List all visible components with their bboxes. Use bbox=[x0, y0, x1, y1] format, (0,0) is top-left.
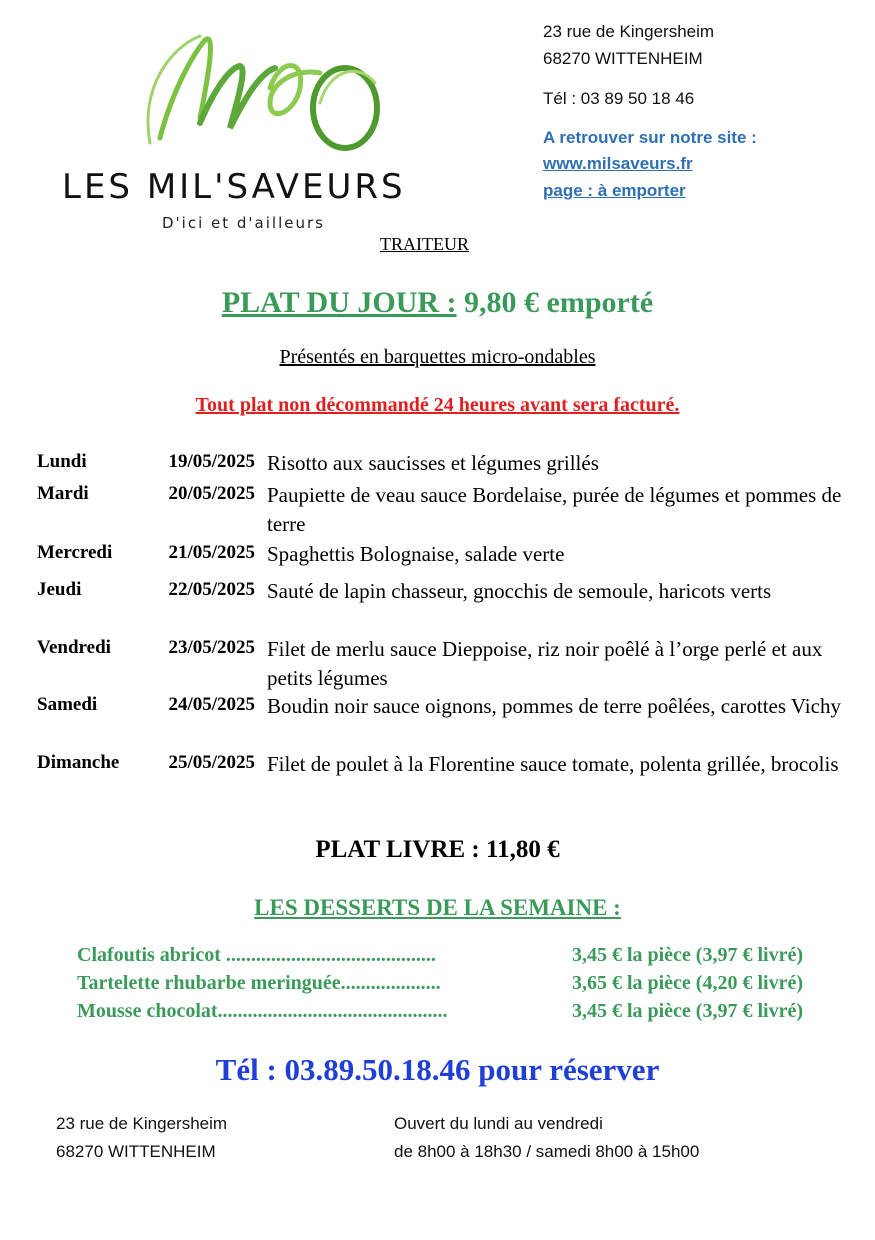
menu-dish: Paupiette de veau sauce Bordelaise, purée de légumes et pommes de terre bbox=[267, 483, 842, 536]
menu-day: Mercredi bbox=[37, 542, 113, 563]
header-site-url-link[interactable]: www.milsaveurs.fr bbox=[543, 154, 693, 173]
menu-date: 24/05/2025 bbox=[168, 694, 255, 715]
dessert-name: Tartelette rhubarbe meringuée.................... bbox=[77, 972, 441, 994]
traiteur-label: TRAITEUR bbox=[380, 234, 469, 254]
menu-date: 19/05/2025 bbox=[168, 451, 255, 472]
menu-day: Dimanche bbox=[37, 752, 120, 773]
menu-dish: Risotto aux saucisses et légumes grillés bbox=[267, 451, 599, 475]
footer-address-line2: 68270 WITTENHEIM bbox=[56, 1142, 216, 1161]
cancellation-warning: Tout plat non décommandé 24 heures avant sera facturé. bbox=[195, 394, 680, 416]
plat-livre-price: PLAT LIVRE : 11,80 € bbox=[315, 836, 560, 863]
menu-date: 22/05/2025 bbox=[168, 579, 255, 600]
header-address-line2: 68270 WITTENHEIM bbox=[543, 49, 703, 68]
plat-du-jour-label: PLAT DU JOUR : bbox=[221, 286, 457, 319]
menu-dish: Filet de poulet à la Florentine sauce tomate, polenta grillée, brocolis bbox=[267, 752, 839, 776]
logo-name: LES MIL'SAVEURS bbox=[62, 167, 406, 207]
reservation-phone: Tél : 03.89.50.18.46 pour réserver bbox=[215, 1052, 660, 1087]
footer-hours-line2: de 8h00 à 18h30 / samedi 8h00 à 15h00 bbox=[394, 1142, 700, 1161]
logo-tagline: D'ici et d'ailleurs bbox=[162, 214, 325, 232]
menu-dish: Sauté de lapin chasseur, gnocchis de semoule, haricots verts bbox=[267, 579, 772, 603]
footer-hours-line1: Ouvert du lundi au vendredi bbox=[394, 1114, 603, 1133]
menu-dish: Boudin noir sauce oignons, pommes de terre poêlées, carottes Vichy bbox=[267, 694, 841, 718]
menu-day: Lundi bbox=[37, 451, 87, 472]
header-address-line1: 23 rue de Kingersheim bbox=[543, 22, 715, 41]
menu-date: 21/05/2025 bbox=[168, 542, 255, 563]
header-phone: Tél : 03 89 50 18 46 bbox=[543, 89, 695, 108]
plat-du-jour-title bbox=[0, 286, 875, 320]
plat-du-jour-price: 9,80 € emporté bbox=[456, 286, 654, 319]
footer-address-line1: 23 rue de Kingersheim bbox=[56, 1114, 228, 1133]
menu-dish: Spaghettis Bolognaise, salade verte bbox=[267, 542, 565, 566]
menu-date: 23/05/2025 bbox=[168, 637, 255, 658]
desserts-title: LES DESSERTS DE LA SEMAINE : bbox=[254, 895, 621, 920]
dessert-name: Clafoutis abricot .......................................... bbox=[77, 944, 436, 966]
menu-date: 20/05/2025 bbox=[168, 483, 255, 504]
menu-day: Mardi bbox=[37, 483, 89, 504]
menu-day: Vendredi bbox=[37, 637, 111, 658]
menu-dish: Filet de merlu sauce Dieppoise, riz noir poêlé à l’orge perlé et aux petits légumes bbox=[267, 637, 823, 690]
logo-swirl-graphic bbox=[130, 28, 390, 153]
dessert-price: 3,45 € la pièce (3,97 € livré) bbox=[571, 1000, 803, 1022]
menu-day: Samedi bbox=[37, 694, 98, 715]
plat-du-jour-subtitle: Présentés en barquettes micro-ondables bbox=[279, 346, 596, 368]
header-site-page-link[interactable]: page : à emporter bbox=[543, 181, 686, 200]
dessert-name: Mousse chocolat.............................................. bbox=[77, 1000, 448, 1022]
header-site-intro: A retrouver sur notre site : bbox=[543, 128, 757, 147]
menu-day: Jeudi bbox=[37, 579, 82, 600]
dessert-price: 3,45 € la pièce (3,97 € livré) bbox=[571, 944, 803, 966]
menu-date: 25/05/2025 bbox=[168, 752, 255, 773]
dessert-price: 3,65 € la pièce (4,20 € livré) bbox=[571, 972, 803, 994]
